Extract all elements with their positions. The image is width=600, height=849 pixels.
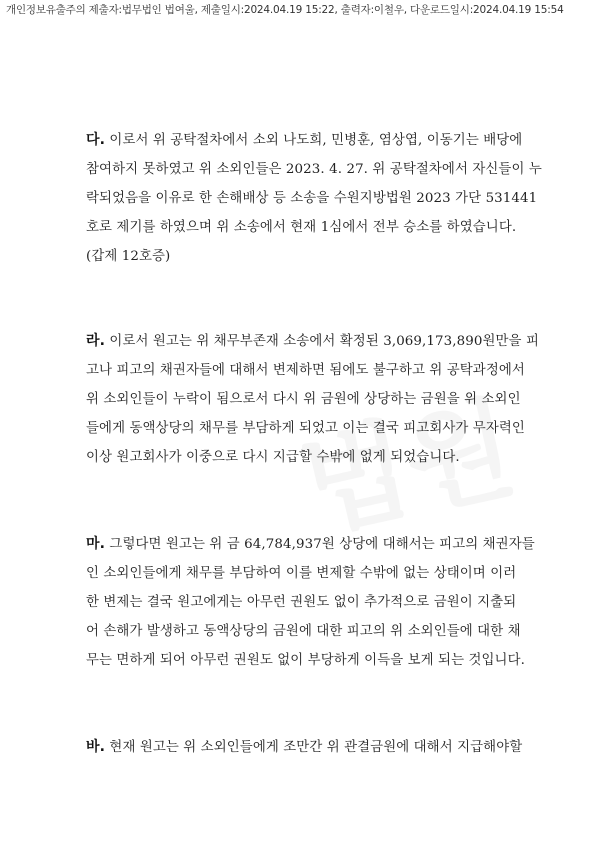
paragraph-text: 그렇다면 원고는 위 금 64,784,937원 상당에 대해서는 피고의 채권자들 xyxy=(105,537,535,552)
paragraph-line: 고나 피고의 채권자들에 대해서 변제하면 됨에도 불구하고 위 공탁과정에서 xyxy=(86,363,525,378)
paragraph-marker: 마. xyxy=(86,536,106,552)
document-header-notice: 개인정보유출주의 제출자:법무법인 법여울, 제출일시:2024.04.19 15:22, 출력자:이철우, 다운로드일시:2024.04.19 15:54 xyxy=(6,4,564,16)
paragraph-marker: 라. xyxy=(86,333,106,349)
paragraph-line: 한 변제는 결국 원고에게는 아무런 권원도 없이 추가적으로 금원이 지출되 xyxy=(86,595,517,610)
paragraph-line: 무는 면하게 되어 아무런 권원도 없이 부당하게 이득을 보게 되는 것입니다. xyxy=(86,653,525,668)
paragraph-da xyxy=(86,126,542,271)
paragraph-text: 현재 원고는 위 소외인들에게 조만간 위 관결금원에 대해서 지급해야할 xyxy=(105,740,523,755)
paragraph-text: 이로서 원고는 위 채무부존재 소송에서 확정된 3,069,173,890원만을 피 xyxy=(105,334,539,349)
paragraph-marker: 바. xyxy=(86,739,106,755)
paragraph-ma xyxy=(86,530,535,675)
paragraph-line: 호로 제기를 하였으며 위 소송에서 현재 1심에서 전부 승소를 하였습니다. xyxy=(86,220,517,235)
paragraph-line: 이상 원고회사가 이중으로 다시 지급할 수밖에 없게 되었습니다. xyxy=(86,450,460,465)
paragraph-line xyxy=(86,733,523,762)
paragraph-line xyxy=(86,327,539,356)
paragraph-line: 참여하지 못하였고 위 소외인들은 2023. 4. 27. 위 공탁절차에서 자신들이 누 xyxy=(86,162,542,177)
paragraph-line: 어 손해가 발생하고 동액상당의 금원에 대한 피고의 위 소외인들에 대한 채 xyxy=(86,624,521,639)
paragraph-line: 인 소외인들에게 채무를 부담하여 이를 변제할 수밖에 없는 상태이며 이러 xyxy=(86,566,517,581)
paragraph-line xyxy=(86,530,535,559)
paragraph-line: 위 소외인들이 누락이 됨으로서 다시 위 금원에 상당하는 금원을 위 소외인 xyxy=(86,392,521,407)
paragraph-line xyxy=(86,126,523,155)
paragraph-line: 락되었음을 이유로 한 손해배상 등 소송을 수원지방법원 2023 가단 531441 xyxy=(86,191,538,206)
paragraph-marker: 다. xyxy=(86,132,106,148)
paragraph-text: 이로서 위 공탁절차에서 소외 나도희, 민병훈, 염상엽, 이동기는 배당에 xyxy=(105,133,523,148)
paragraph-ba xyxy=(86,733,523,762)
paragraph-ra xyxy=(86,327,539,472)
paragraph-line: 들에게 동액상당의 채무를 부담하게 되었고 이는 결국 피고회사가 무자력인 xyxy=(86,421,525,436)
paragraph-line: (갑제 12호증) xyxy=(86,249,171,264)
